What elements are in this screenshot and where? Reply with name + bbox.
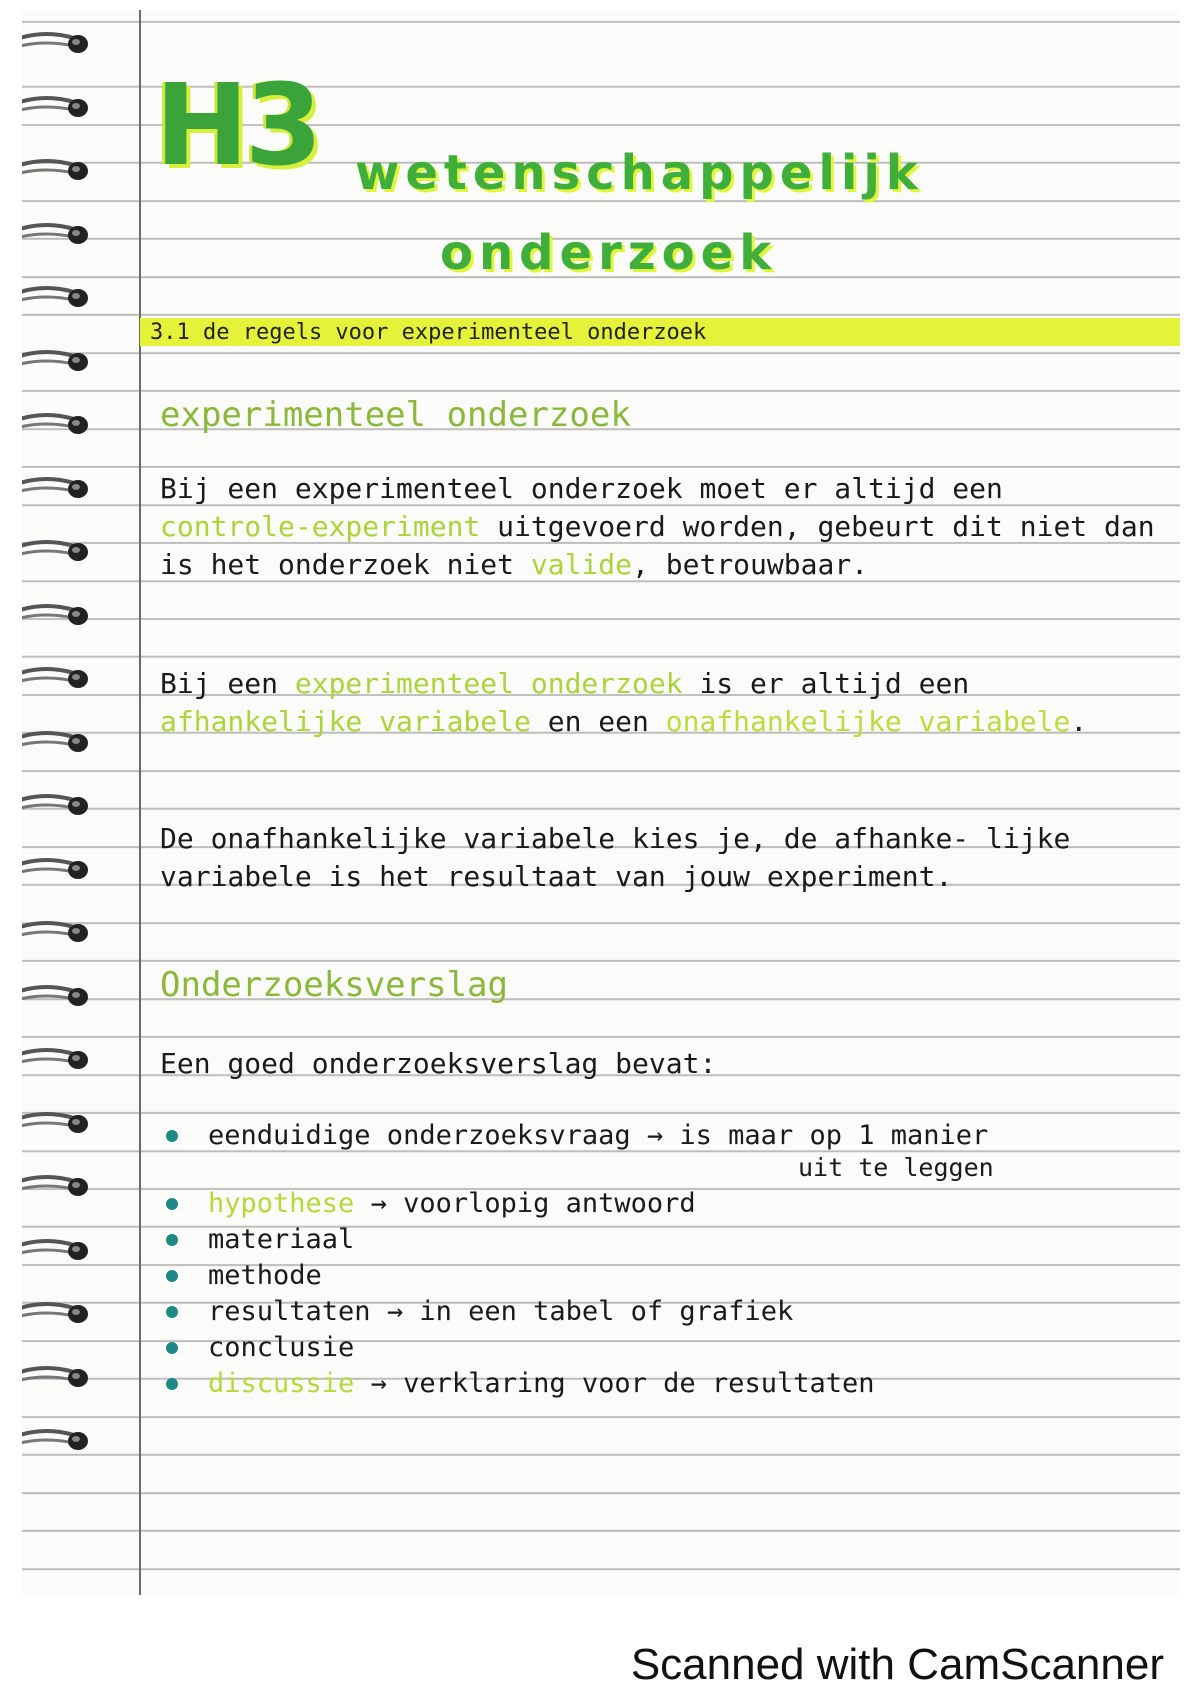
list-item [160, 1366, 1160, 1402]
list-item [160, 1294, 1160, 1330]
list-item [160, 1330, 1160, 1366]
p1-text-b: uitgevoerd worden, gebeurt dit niet dan is het onderzoek niet [160, 510, 1155, 581]
paragraph-3: De onafhankelijke variabele kies je, de afhanke- lijke variabele is het resultaat van jouw experiment. [160, 822, 1071, 893]
spiral-ring [22, 1425, 94, 1459]
p2-text-c: en een [530, 705, 666, 738]
spiral-ring [22, 600, 94, 634]
spiral-ring [22, 1108, 94, 1142]
spiral-ring [22, 536, 94, 570]
title-line-1: wetenschappelijk [355, 145, 924, 201]
spiral-ring [22, 1044, 94, 1078]
list-item-label: conclusie [208, 1332, 355, 1363]
p2-highlight-3: onafhankelijke variabele [665, 705, 1071, 738]
spiral-ring [22, 1298, 94, 1332]
spiral-ring [22, 854, 94, 888]
list-item [160, 1258, 1160, 1294]
list-item [160, 1186, 1160, 1222]
paragraph-1 [160, 470, 1160, 584]
bullet-icon [166, 1198, 178, 1210]
bullet-icon [166, 1234, 178, 1246]
p2-highlight-1: experimenteel onderzoek [294, 667, 683, 700]
bullet-icon [166, 1130, 178, 1142]
list-item-note: → in een tabel of grafiek [370, 1296, 794, 1327]
report-items-list [160, 1118, 1160, 1402]
list-item-label: materiaal [208, 1224, 355, 1255]
list-item-label: discussie [208, 1368, 355, 1399]
list-item-label: eenduidige onderzoeksvraag [208, 1120, 631, 1151]
p2-text-a: Bij een [160, 667, 295, 700]
list-item-label: methode [208, 1260, 322, 1291]
spiral-ring [22, 473, 94, 507]
spiral-ring [22, 1171, 94, 1205]
spiral-ring [22, 1235, 94, 1269]
spiral-ring [22, 981, 94, 1015]
subheading-experimenteel: experimenteel onderzoek [160, 395, 631, 435]
paragraph-2 [160, 665, 1160, 741]
list-item [160, 1222, 1160, 1258]
spiral-ring [22, 282, 94, 316]
list-item [160, 1118, 1160, 1182]
spiral-binding [22, 10, 112, 1595]
paragraph-4: Een goed onderzoeksverslag bevat: [160, 1047, 717, 1080]
p1-text-a: Bij een experimenteel onderzoek moet er altijd een [160, 472, 1003, 505]
list-item-note-continued: uit te leggen [798, 1153, 994, 1182]
spiral-ring [22, 346, 94, 380]
spiral-ring [22, 917, 94, 951]
spiral-ring [22, 92, 94, 126]
p1-highlight-2: valide [530, 548, 633, 581]
list-item-note: → voorlopig antwoord [354, 1188, 696, 1219]
list-item-label: hypothese [208, 1188, 355, 1219]
bullet-icon [166, 1306, 178, 1318]
spiral-ring [22, 1362, 94, 1396]
bullet-icon [166, 1270, 178, 1282]
spiral-ring [22, 727, 94, 761]
spiral-ring [22, 790, 94, 824]
section-heading: 3.1 de regels voor experimenteel onderzoek [150, 320, 707, 345]
spiral-ring [22, 663, 94, 697]
p1-highlight-1: controle-experiment [160, 510, 481, 543]
bullet-icon [166, 1342, 178, 1354]
list-item-note: → is maar op 1 manier [630, 1120, 989, 1151]
p2-text-b: is er altijd een [682, 667, 970, 700]
subheading-verslag: Onderzoeksverslag [160, 965, 508, 1005]
title-chapter: H3 [155, 61, 319, 191]
spiral-ring [22, 28, 94, 62]
p2-text-d: . [1070, 705, 1088, 738]
footer-watermark: Scanned with CamScanner [630, 1640, 1164, 1689]
spiral-ring [22, 409, 94, 443]
spiral-ring [22, 155, 94, 189]
list-item-label: resultaten [208, 1296, 371, 1327]
p2-highlight-2: afhankelijke variabele [160, 705, 531, 738]
p1-text-c: , betrouwbaar. [632, 548, 869, 581]
list-item-note: → verklaring voor de resultaten [354, 1368, 875, 1399]
margin-line [139, 10, 141, 1595]
spiral-ring [22, 219, 94, 253]
title-line-2: onderzoek [440, 225, 778, 281]
bullet-icon [166, 1378, 178, 1390]
